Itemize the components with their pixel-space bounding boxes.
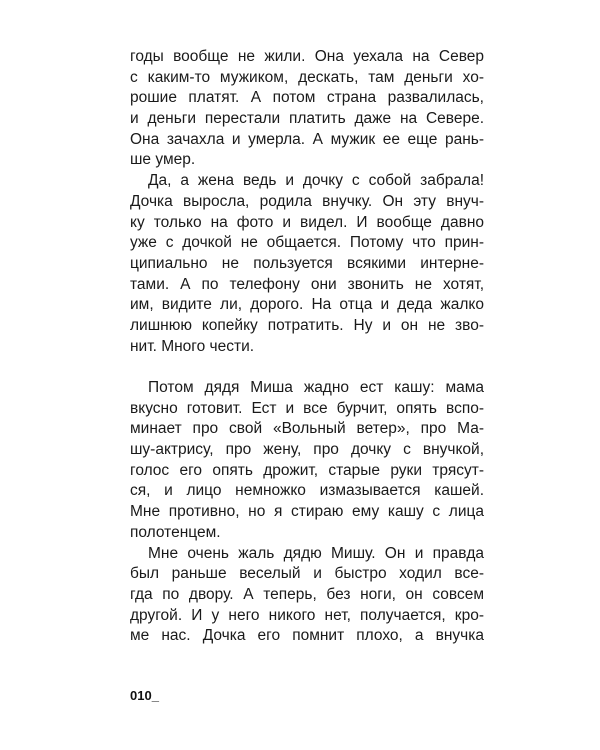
text-line: им, видите ли, дорого. На отца и деда жалко <box>130 296 484 314</box>
text-line: ся, и лицо немножко измазывается кашей. <box>130 482 484 500</box>
text-line: нит. Много чести. <box>130 337 255 355</box>
text-line: ципиально не пользуется всякими интерне- <box>130 254 484 272</box>
paragraph <box>130 47 484 171</box>
text-line: годы вообще не жили. Она уехала на Север <box>130 48 484 65</box>
text-line: Потом дядя Миша жадно ест кашу: мама <box>148 379 484 396</box>
text-line: с каким-то мужиком, дескать, там деньги хо- <box>130 68 484 86</box>
text-line: шу-актрису, про жену, про дочку с внучкой, <box>130 441 484 459</box>
text-line: Да, а жена ведь и дочку с собой забрала! <box>148 172 484 190</box>
text-line: был раньше веселый и быстро ходил все- <box>130 565 484 583</box>
section-break <box>130 357 484 378</box>
paragraph <box>130 378 484 544</box>
page-number: 010_ <box>130 688 159 703</box>
text-line: и деньги перестали платить даже на Севере. <box>130 110 484 128</box>
text-line: Она зачахла и умерла. А мужик ее еще рань- <box>130 130 484 148</box>
text-line: вкусно готовит. Ест и все бурчит, опять вспо- <box>130 399 484 417</box>
page-body-text <box>130 47 484 647</box>
text-line: гда по двору. А теперь, без ноги, он совсем <box>130 585 484 603</box>
text-line: Мне очень жаль дядю Мишу. Он и правда <box>148 544 484 562</box>
text-line: другой. И у него никого нет, получается, кро- <box>130 606 484 624</box>
text-line: ше умер. <box>130 151 196 169</box>
text-line: полотенцем. <box>130 523 221 541</box>
text-line: ме нас. Дочка его помнит плохо, а внучка <box>130 627 484 645</box>
text-line: тами. А по телефону они звонить не хотят, <box>130 275 484 293</box>
text-line: уже с дочкой не общается. Потому что прин- <box>130 234 484 252</box>
paragraph <box>130 171 484 357</box>
text-line: минает про свой «Вольный ветер», про Ма- <box>130 420 484 438</box>
text-line: рошие платят. А потом страна развалилась, <box>130 89 484 107</box>
text-line: голос его опять дрожит, старые руки трясут- <box>130 461 484 479</box>
text-line: ку только на фото и видел. И вообще давно <box>130 213 484 231</box>
text-line: лишнюю копейку потратить. Ну и он не зво- <box>130 316 484 334</box>
paragraph <box>130 544 484 647</box>
text-line: Мне противно, но я стираю ему кашу с лица <box>130 503 484 521</box>
text-line: Дочка выросла, родила внучку. Он эту внуч- <box>130 192 484 210</box>
